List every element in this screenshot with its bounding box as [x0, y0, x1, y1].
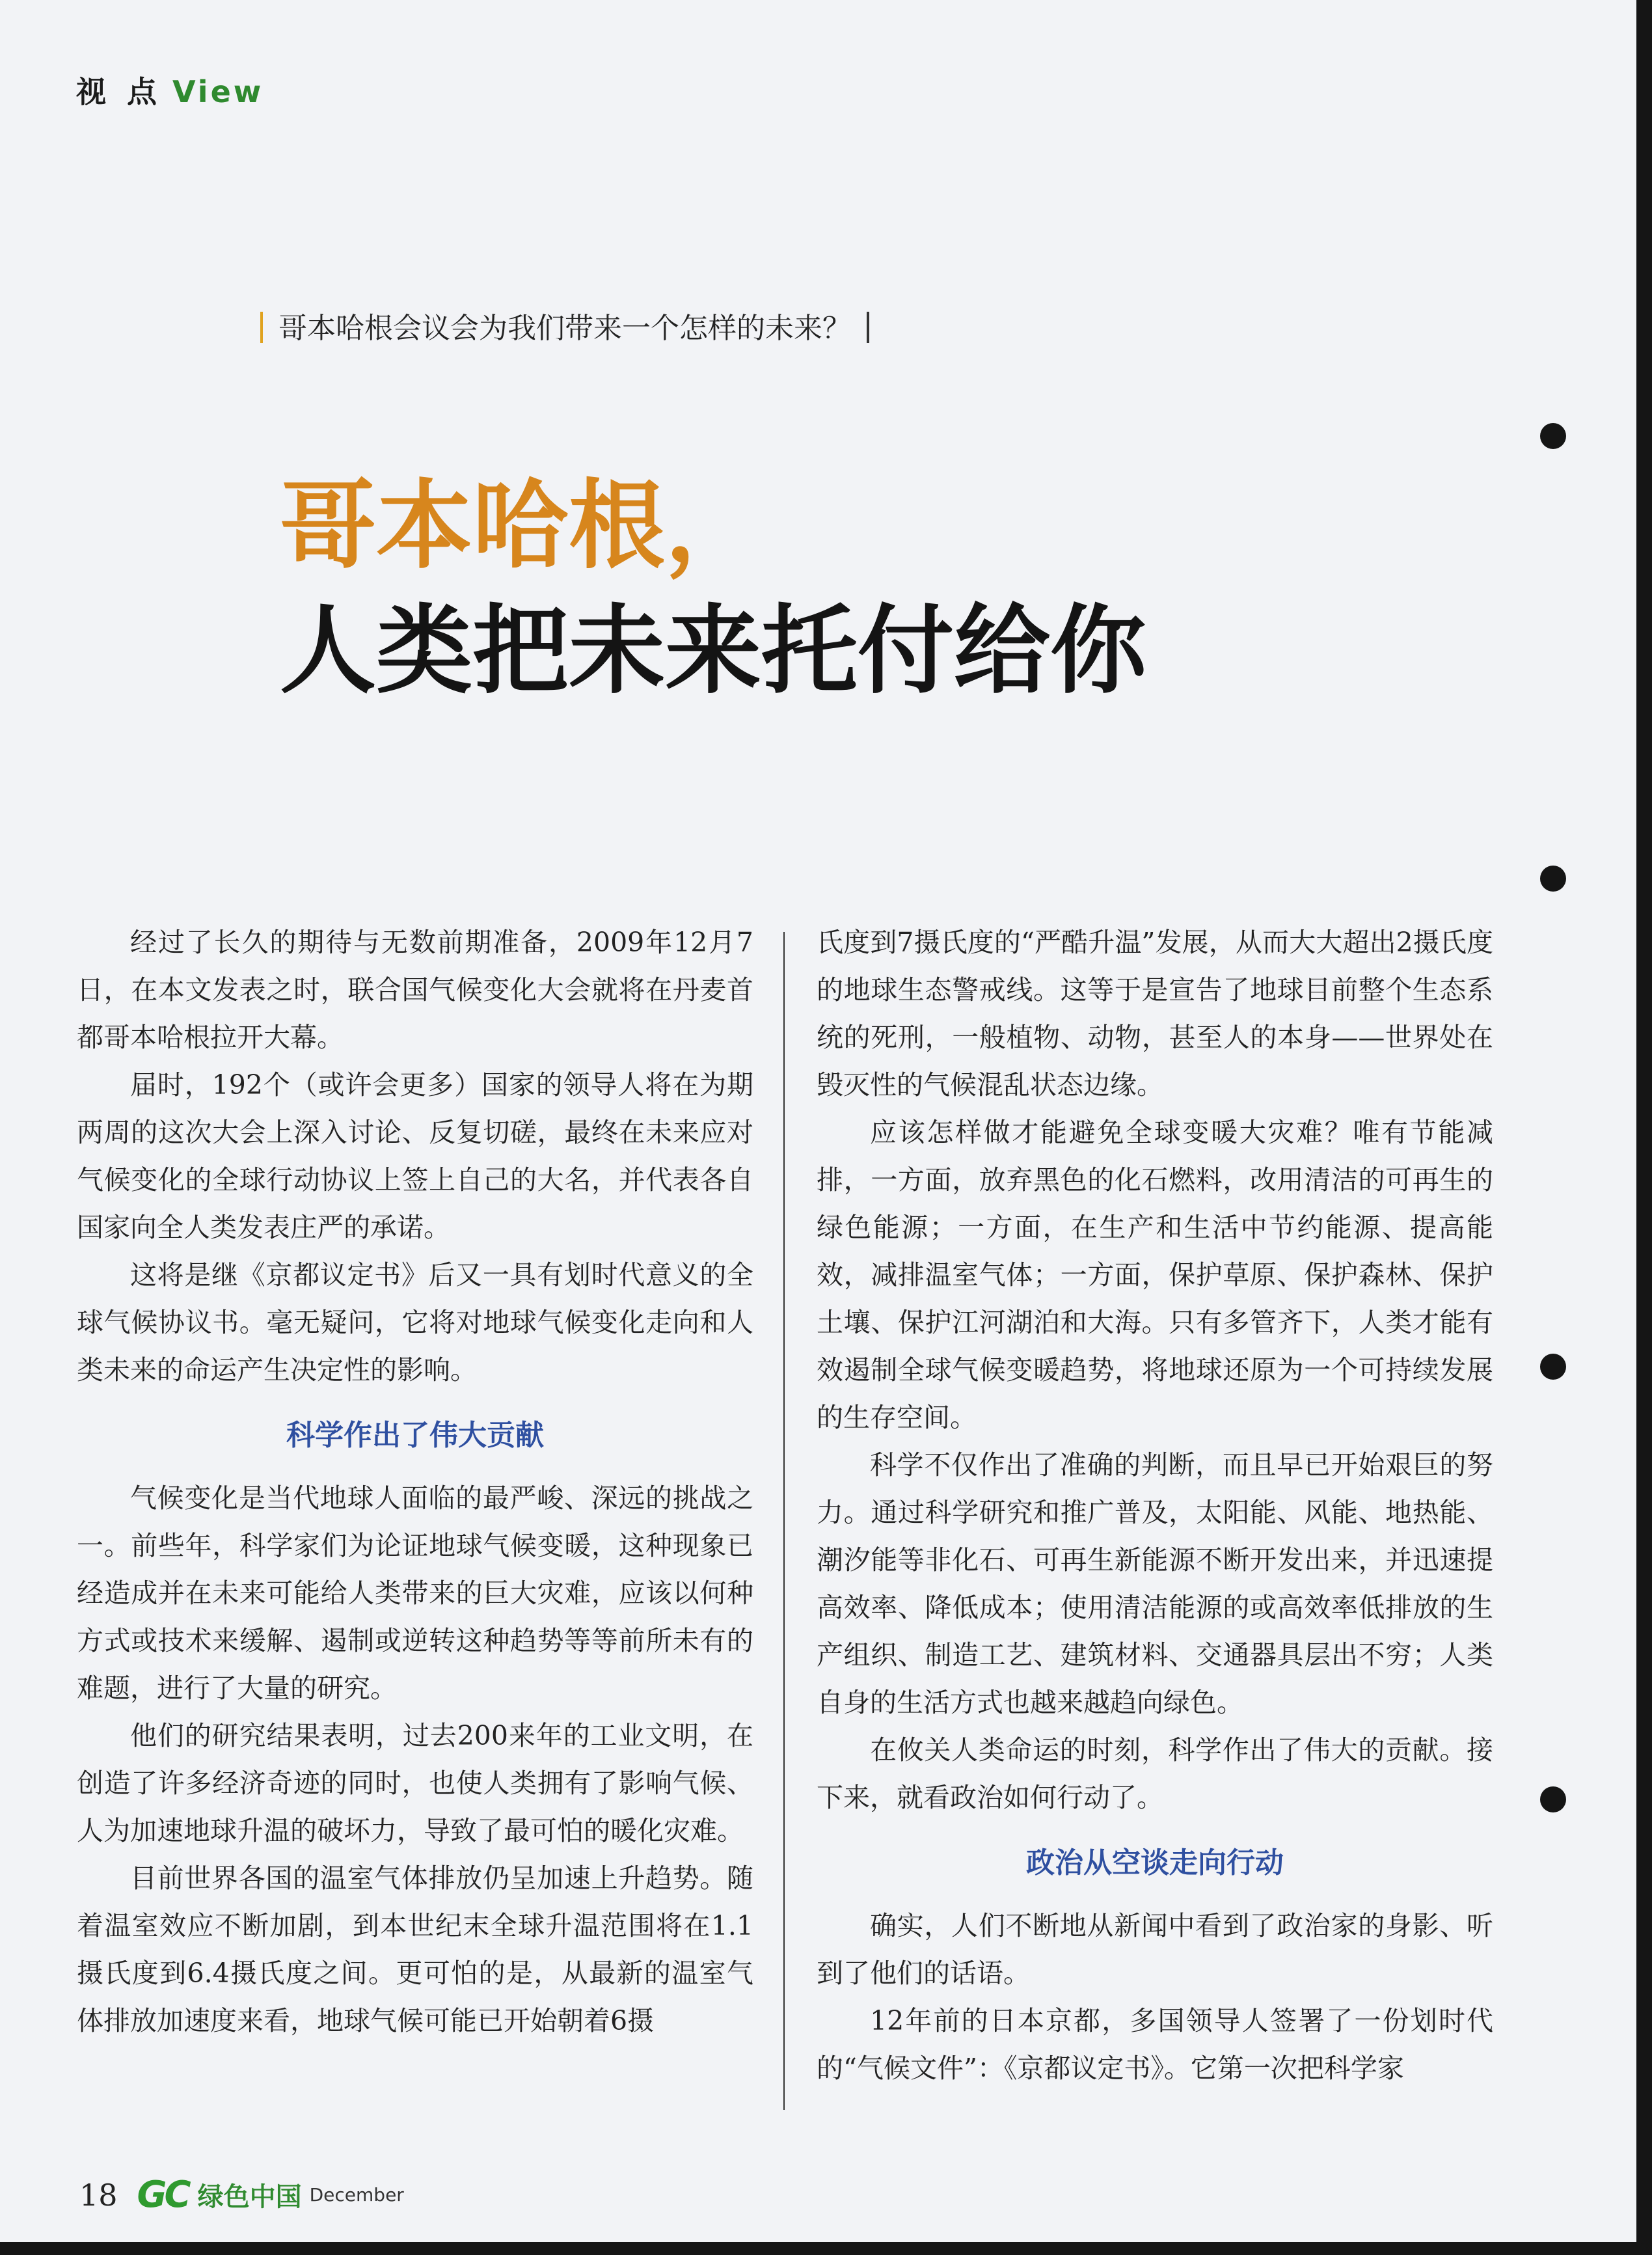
- section-label-cn-2: 点: [127, 74, 159, 109]
- column-divider: [783, 932, 785, 2110]
- binder-hole: [1540, 423, 1566, 449]
- section-heading: 科学作出了伟大贡献: [286, 1419, 544, 1452]
- headline-line-2: 人类把未来托付给你: [280, 595, 1146, 707]
- paragraph: 气候变化是当代地球人面临的最严峻、深远的挑战之一。前些年，科学家们为论证地球气候变暖，这种现象已经造成并在未来可能给人类带来的巨大灾难，应该以何种方式或技术来缓解、遏制或逆转这种趋势等等前所未有的难题，进行了大量的研究。: [77, 1483, 753, 1704]
- article-column-left: [77, 919, 753, 2045]
- paragraph: 在攸关人类命运的时刻，科学作出了伟大的贡献。接下来，就看政治如何行动了。: [817, 1734, 1493, 1813]
- page-number: 18: [79, 2177, 118, 2213]
- binder-hole: [1540, 1786, 1566, 1812]
- section-label-cn-1: 视: [76, 74, 109, 109]
- section-label-en: View: [172, 74, 264, 109]
- kicker-bar-right: [867, 312, 869, 343]
- paragraph: 12年前的日本京都，多国领导人签署了一份划时代的“气候文件”：《京都议定书》。它第一次把科学家: [817, 2005, 1493, 2084]
- section-label: [76, 68, 264, 111]
- paragraph: 届时，192个（或许会更多）国家的领导人将在为期两周的这次大会上深入讨论、反复切磋，最终在未来应对气候变化的全球行动协议上签上自己的大名，并代表各自国家向全人类发表庄严的承诺。: [77, 1069, 753, 1243]
- paragraph: 这将是继《京都议定书》后又一具有划时代意义的全球气候协议书。毫无疑问，它将对地球气候变化走向和人类未来的命运产生决定性的影响。: [77, 1259, 753, 1386]
- issue-month: December: [309, 2184, 404, 2206]
- paragraph: 经过了长久的期待与无数前期准备，2009年12月7日，在本文发表之时，联合国气候变化大会就将在丹麦首都哥本哈根拉开大幕。: [77, 927, 753, 1053]
- binder-hole: [1540, 866, 1566, 892]
- article-column-right: [817, 919, 1493, 2092]
- magazine-name: 绿色中国: [197, 2182, 302, 2212]
- paragraph: 氏度到7摄氏度的“严酷升温”发展，从而大大超出2摄氏度的地球生态警戒线。这等于是宣告了地球目前整个生态系统的死刑，一般植物、动物，甚至人的本身——世界处在毁灭性的气候混乱状态边缘。: [817, 927, 1493, 1100]
- kicker: [260, 305, 885, 346]
- gc-logo-icon: GC: [137, 2174, 189, 2216]
- paragraph: 目前世界各国的温室气体排放仍呈加速上升趋势。随着温室效应不断加剧，到本世纪末全球升温范围将在1.1摄氏度到6.4摄氏度之间。更可怕的是，从最新的温室气体排放加速度来看，地球气候可能已开始朝着6摄: [77, 1863, 753, 2036]
- section-heading: 政治从空谈走向行动: [1026, 1846, 1284, 1879]
- headline-line-1: 哥本哈根，: [280, 470, 761, 582]
- kicker-bar-left: [260, 312, 263, 343]
- paragraph: 应该怎样做才能避免全球变暖大灾难？唯有节能减排，一方面，放弃黑色的化石燃料，改用清洁的可再生的绿色能源；一方面，在生产和生活中节约能源、提高能效，减排温室气体；一方面，保护草原、保护森林、保护土壤、保护江河湖泊和大海。只有多管齐下，人类才能有效遏制全球气候变暖趋势，将地球还原为一个可持续发展的生存空间。: [817, 1117, 1493, 1433]
- paragraph: 科学不仅作出了准确的判断，而且早已开始艰巨的努力。通过科学研究和推广普及，太阳能、风能、地热能、潮汐能等非化石、可再生新能源不断开发出来，并迅速提高效率、降低成本；使用清洁能源的或高效率低排放的生产组织、制造工艺、建筑材料、交通器具层出不穷；人类自身的生活方式也越来越趋向绿色。: [817, 1449, 1493, 1718]
- paragraph: 确实，人们不断地从新闻中看到了政治家的身影、听到了他们的话语。: [817, 1910, 1493, 1989]
- binder-hole: [1540, 1354, 1566, 1380]
- page-footer: [79, 2174, 404, 2216]
- paragraph: 他们的研究结果表明，过去200来年的工业文明，在创造了许多经济奇迹的同时，也使人类拥有了影响气候、人为加速地球升温的破坏力，导致了最可怕的暖化灾难。: [77, 1720, 753, 1846]
- kicker-text: 哥本哈根会议会为我们带来一个怎样的未来？: [278, 312, 851, 345]
